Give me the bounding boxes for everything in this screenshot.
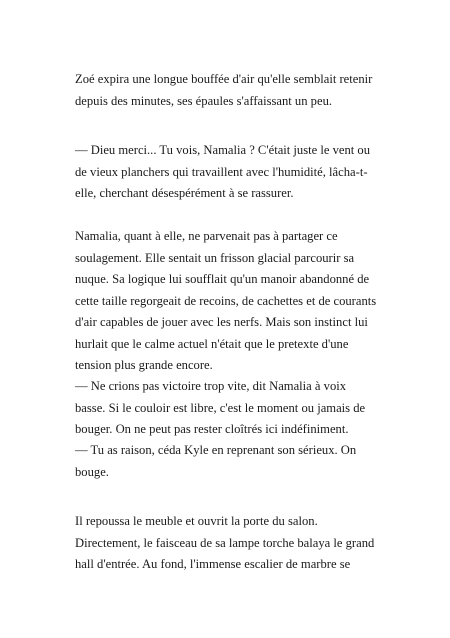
text-line: hurlait que le calme actuel n'était que le pretexte d'une [75, 336, 349, 351]
text-line: bouge. [75, 464, 109, 479]
text-line: Directement, le faisceau de sa lampe torche balaya le grand [75, 535, 375, 550]
text-line: Namalia, quant à elle, ne parvenait pas à partager ce [75, 229, 338, 243]
paragraph-6 [75, 511, 385, 576]
paragraph-4 [75, 376, 385, 441]
paragraph-2 [75, 140, 385, 205]
text-line: — Dieu merci... Tu vois, Namalia ? C'était juste le vent ou [75, 143, 371, 157]
text-line: d'air capables de jouer avec les nerfs. Mais son instinct lui [75, 315, 368, 329]
text-line: basse. Si le couloir est libre, c'est le moment ou jamais de [75, 400, 366, 415]
text-line: elle, cherchant désespérément à se rassurer. [75, 186, 294, 200]
paragraph-5 [75, 440, 385, 483]
text-line: hall d'entrée. Au fond, l'immense escalier de marbre se [75, 557, 351, 571]
text-line: tension plus grande encore. [75, 358, 213, 372]
paragraph-3 [75, 226, 385, 377]
text-line: depuis des minutes, ses épaules s'affaissant un peu. [75, 93, 333, 108]
text-line: Zoé expira une longue bouffée d'air qu'elle semblait retenir [75, 72, 373, 86]
text-line: soulagement. Elle sentait un frisson glacial parcourir sa [75, 250, 355, 265]
text-line: cette taille regorgeait de recoins, de cachettes et de courants [75, 293, 377, 308]
text-line: de vieux planchers qui travaillent avec l'humidité, lâcha-t- [75, 164, 368, 179]
text-line: — Tu as raison, céda Kyle en reprenant son sérieux. On [75, 443, 357, 457]
text-line: — Ne crions pas victoire trop vite, dit Namalia à voix [75, 379, 347, 393]
text-line: Il repoussa le meuble et ouvrit la porte du salon. [75, 514, 318, 528]
text-line: bouger. On ne peut pas rester cloîtrés ici indéfiniment. [75, 422, 349, 436]
paragraph-1 [75, 69, 385, 112]
text-line: nuque. Sa logique lui soufflait qu'un manoir abandonné de [75, 272, 370, 286]
